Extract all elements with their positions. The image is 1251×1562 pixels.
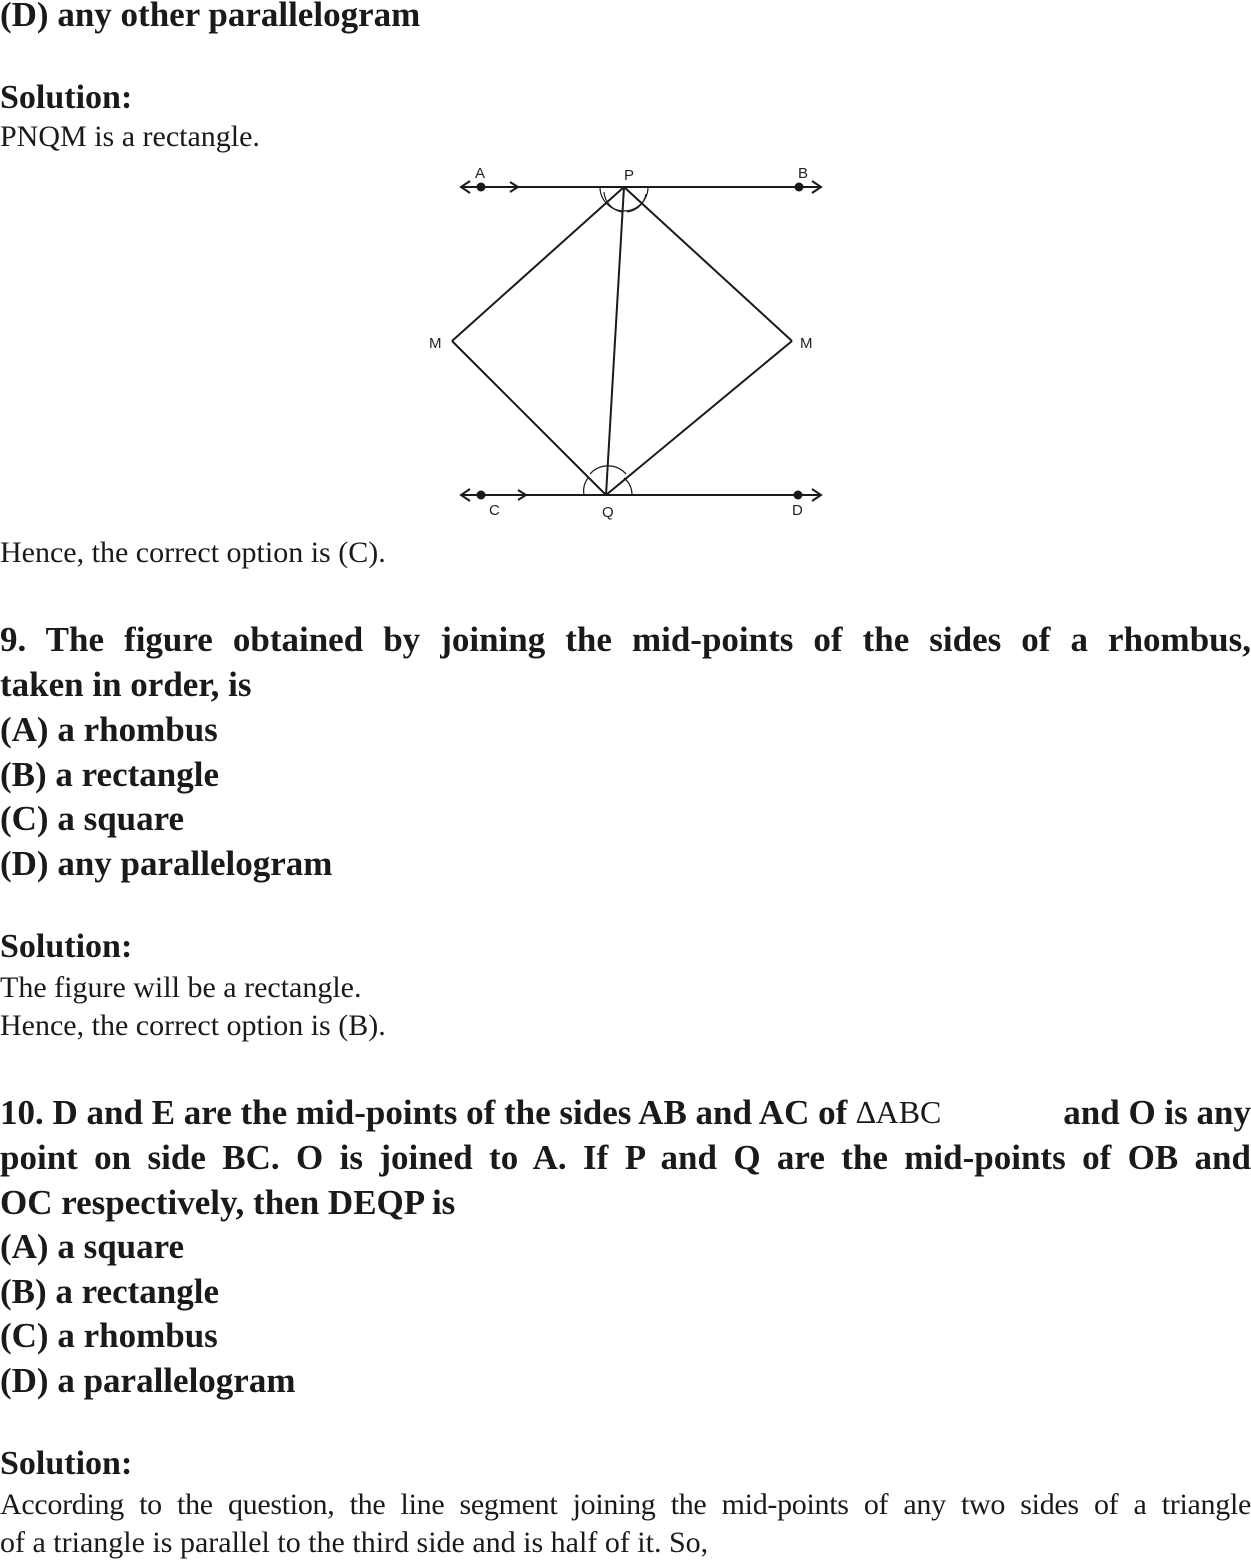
q9-question-line2: taken in order, is	[0, 665, 252, 704]
label-b: B	[798, 165, 809, 182]
q8-solution-text: PNQM is a rectangle.	[0, 120, 260, 153]
geometry-figure	[0, 0, 1251, 530]
q10-option-d: (D) a parallelogram	[0, 1361, 296, 1400]
q10-question-line3: OC respectively, then DEQP is	[0, 1183, 456, 1222]
q10-question-line2: point on side BC. O is joined to A. If P and Q are the mid-points of OB and	[0, 1138, 1251, 1177]
q10-option-a: (A) a square	[0, 1227, 185, 1266]
label-q: Q	[602, 504, 614, 521]
angle-arc-p-right	[627, 194, 646, 212]
segment-pq	[606, 187, 624, 495]
angle-arc-q-left	[584, 478, 588, 495]
q10-triangle-abc: ∆ABC	[856, 1094, 942, 1130]
q9-solution-line2: Hence, the correct option is (B).	[0, 1009, 386, 1042]
label-p: P	[624, 167, 635, 184]
q9-option-a: (A) a rhombus	[0, 710, 218, 749]
point-a	[477, 183, 486, 192]
point-d	[794, 491, 803, 500]
q10-option-b: (B) a rectangle	[0, 1272, 220, 1311]
q8-solution-heading: Solution:	[0, 79, 133, 116]
q9-solution-heading: Solution:	[0, 928, 133, 965]
angle-arc-q-right	[624, 478, 632, 495]
segment-mleft-q	[452, 341, 606, 495]
segment-mright-q	[606, 341, 792, 495]
q10-question-line1-end: and O is any	[1054, 1093, 1251, 1132]
segment-p-mright	[624, 187, 792, 341]
q9-solution-line1: The figure will be a rectangle.	[0, 971, 362, 1004]
segment-p-mleft	[452, 187, 624, 341]
q9-option-b: (B) a rectangle	[0, 755, 220, 794]
q9-question-line1: 9. The figure obtained by joining the mid-points of the sides of a rhombus,	[0, 620, 1251, 659]
point-b	[795, 183, 804, 192]
q10-solution-line1: According to the question, the line segment joining the mid-points of any two sides of a triangle	[0, 1488, 1251, 1521]
q10-question-line1	[0, 1090, 1251, 1135]
label-a: A	[475, 165, 486, 182]
q9-option-d: (D) any parallelogram	[0, 844, 333, 883]
label-d: D	[792, 502, 803, 519]
label-m-left: M	[429, 335, 442, 352]
q10-option-c: (C) a rhombus	[0, 1316, 218, 1355]
label-c: C	[489, 502, 500, 519]
q9-option-c: (C) a square	[0, 799, 185, 838]
q8-option-d: (D) any other parallelogram	[0, 0, 421, 34]
q10-question-line1-start: 10. D and E are the mid-points of the sides AB and AC of	[0, 1093, 856, 1132]
point-c	[477, 491, 486, 500]
label-m-right: M	[800, 335, 813, 352]
q10-solution-line2: of a triangle is parallel to the third side and is half of it. So,	[0, 1526, 709, 1559]
q8-conclusion: Hence, the correct option is (C).	[0, 536, 386, 569]
q10-solution-heading: Solution:	[0, 1445, 133, 1482]
